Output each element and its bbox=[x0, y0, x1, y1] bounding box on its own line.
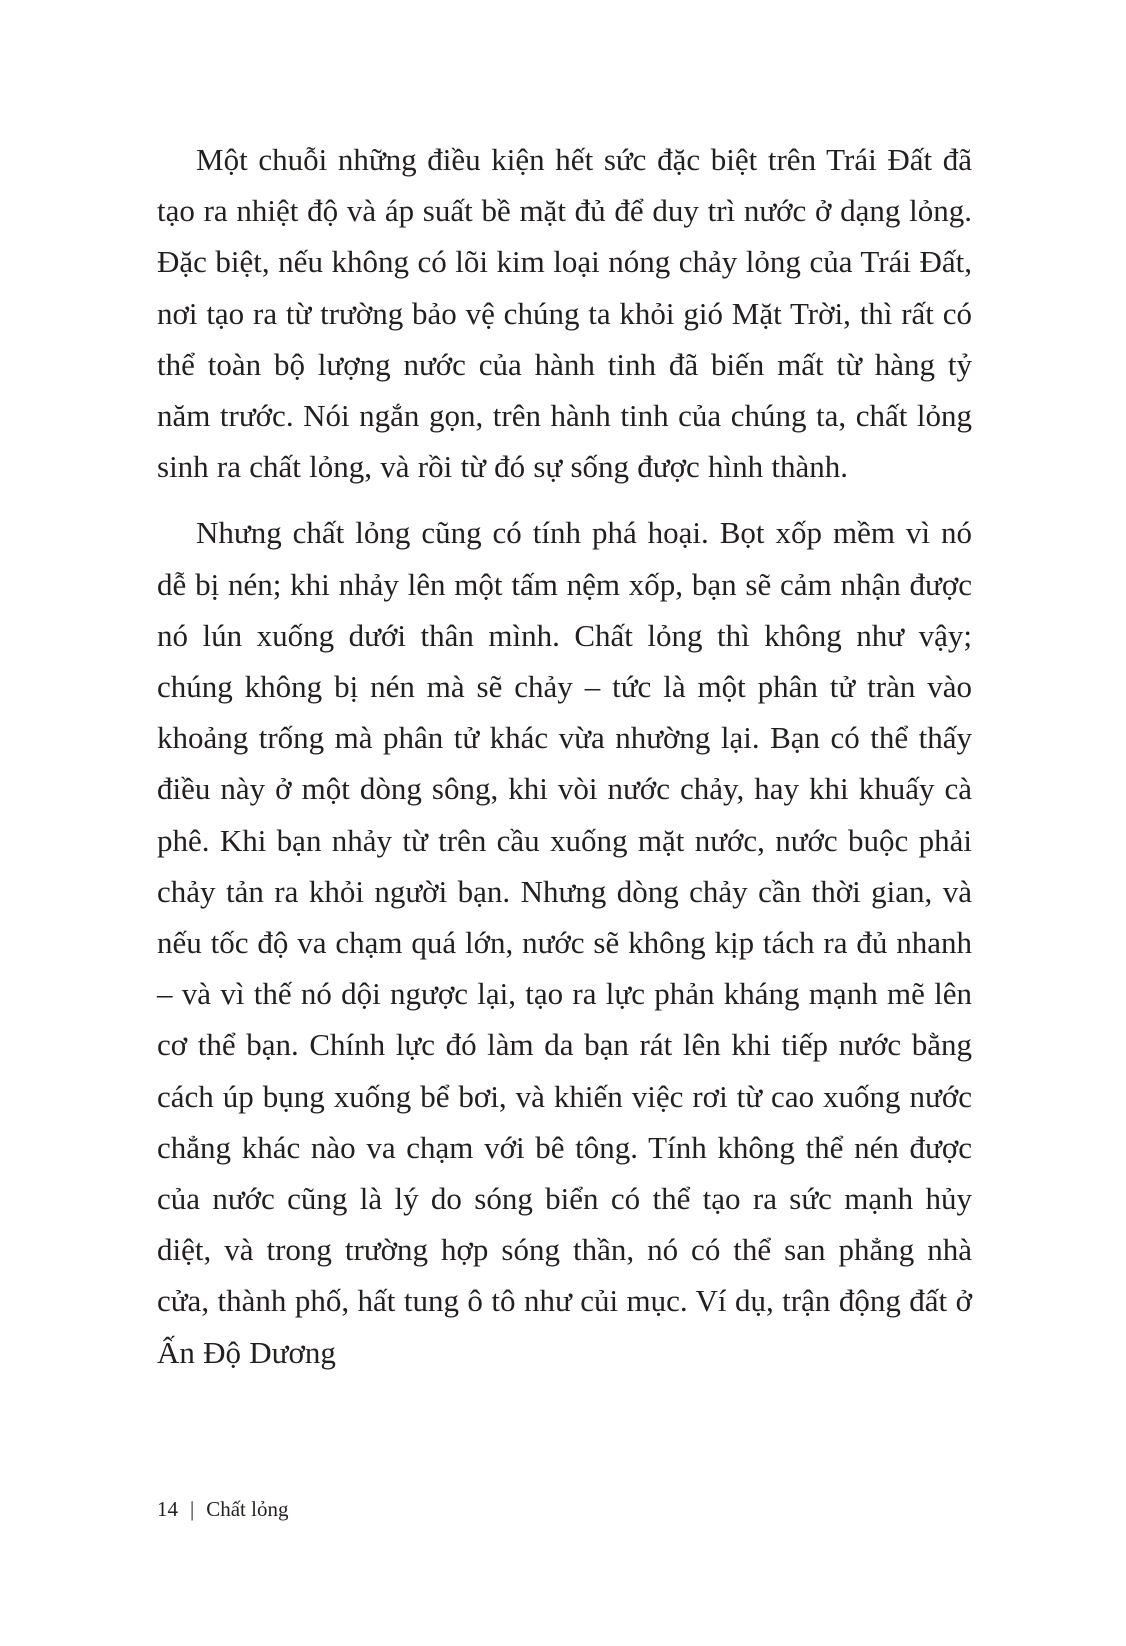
body-paragraph: Một chuỗi những điều kiện hết sức đặc biệt trên Trái Đất đã tạo ra nhiệt độ và áp suất bề mặt đủ để duy trì nước ở dạng lỏng. Đặc biệt, nếu không có lõi kim loại nóng chảy lỏng của Trái Đất, nơi tạo ra từ trường bảo vệ chúng ta khỏi gió Mặt Trời, thì rất có thể toàn bộ lượng nước của hành tinh đã biến mất từ hàng tỷ năm trước. Nói ngắn gọn, trên hành tinh của chúng ta, chất lỏng sinh ra chất lỏng, và rồi từ đó sự sống được hình thành. bbox=[157, 142, 972, 485]
chapter-title: Chất lỏng bbox=[206, 1497, 289, 1521]
body-paragraph: Nhưng chất lỏng cũng có tính phá hoại. Bọt xốp mềm vì nó dễ bị nén; khi nhảy lên một tấm nệm xốp, bạn sẽ cảm nhận được nó lún xuống dưới thân mình. Chất lỏng thì không như vậy; chúng không bị nén mà sẽ chảy – tức là một phân tử tràn vào khoảng trống mà phân tử khác vừa nhường lại. Bạn có thể thấy điều này ở một dòng sông, khi vòi nước chảy, hay khi khuấy cà phê. Khi bạn nhảy từ trên cầu xuống mặt nước, nước buộc phải chảy tản ra khỏi người bạn. Nhưng dòng chảy cần thời gian, và nếu tốc độ va chạm quá lớn, nước sẽ không kịp tách ra đủ nhanh – và vì thế nó dội ngược lại, tạo ra lực phản kháng mạnh mẽ lên cơ thể bạn. Chính lực đó làm da bạn rát lên khi tiếp nước bằng cách úp bụng xuống bể bơi, và khiến việc rơi từ cao xuống nước chẳng khác nào va chạm với bê tông. Tính không thể nén được của nước cũng là lý do sóng biển có thể tạo ra sức mạnh hủy diệt, và trong trường hợp sóng thần, nó có thể san phẳng nhà cửa, thành phố, hất tung ô tô như củi mục. Ví dụ, trận động đất ở Ấn Độ Dương bbox=[157, 515, 972, 1370]
footer-separator: | bbox=[190, 1497, 195, 1521]
page-footer bbox=[157, 1496, 288, 1522]
page-body bbox=[157, 134, 972, 1378]
page-number: 14 bbox=[157, 1497, 178, 1521]
